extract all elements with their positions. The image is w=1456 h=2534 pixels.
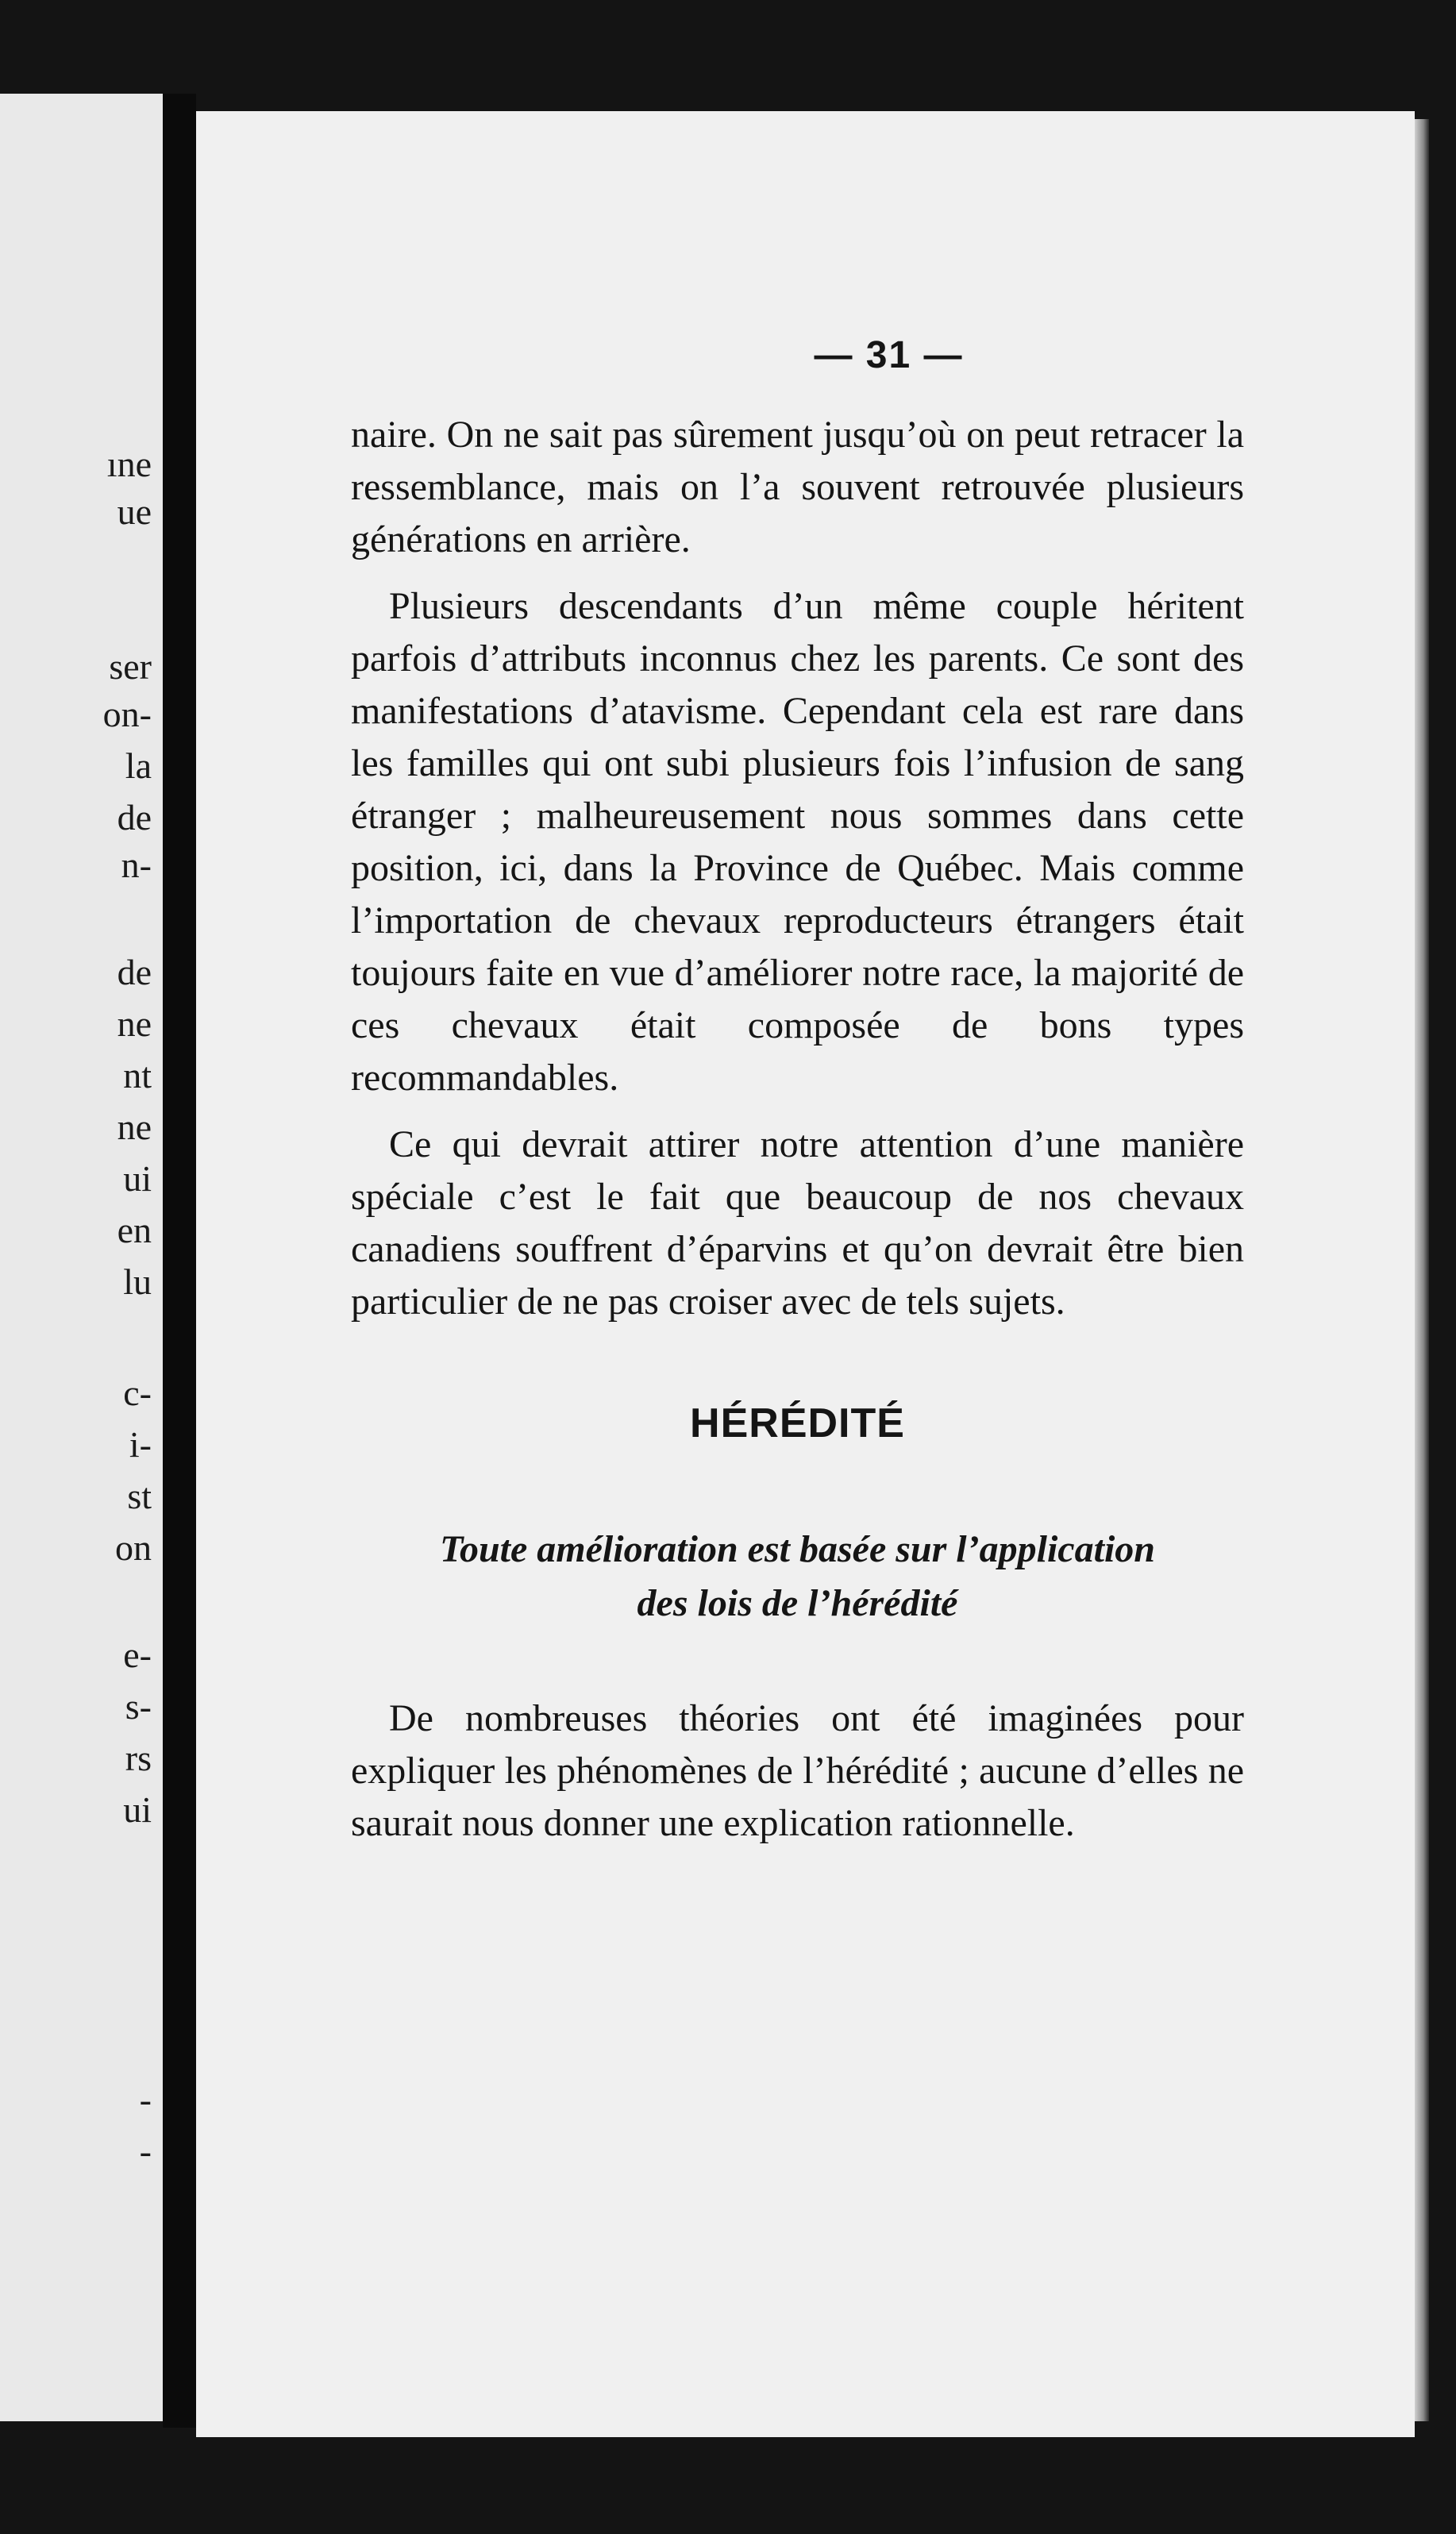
left-page-fragment: ıne — [106, 444, 152, 484]
right-page — [196, 111, 1415, 2437]
left-page-fragment: on — [115, 1527, 152, 1568]
left-page-fragment: st — [127, 1476, 152, 1516]
left-page-fragment: ui — [123, 1789, 152, 1830]
left-page-fragment: - — [139, 2079, 152, 2120]
left-page-fragment: - — [139, 2131, 152, 2171]
paragraph-theories: De nombreuses théories ont été imaginées pour expliquer les phénomènes de l’hérédité ; aucune d’elles ne saurait nous donner une explication rationnelle. — [351, 1697, 1244, 1844]
left-page-fragment: ser — [109, 646, 152, 687]
left-page — [0, 94, 163, 2421]
left-page-fragment: ui — [123, 1158, 152, 1199]
section-subtitle — [351, 1523, 1244, 1631]
left-page-fragment: en — [117, 1210, 152, 1250]
paragraph-eparvins: Ce qui devrait attirer notre attention d’une manière spéciale c’est le fait que beaucoup de nos chevaux canadiens souffrent d’éparvins et qu’on devrait être bien particulier de ne pas croiser avec de tels sujets. — [351, 1123, 1244, 1323]
book-spine — [163, 94, 196, 2428]
page-edge — [1415, 119, 1429, 2421]
left-page-fragment: n- — [121, 845, 152, 885]
left-page-fragment: s- — [125, 1686, 152, 1727]
subtitle-line: des lois de l’hérédité — [637, 1582, 958, 1624]
section-heading: HÉRÉDITÉ — [690, 1400, 905, 1446]
page-content — [351, 333, 1244, 1864]
page-number: — 31 — — [814, 334, 964, 376]
left-page-fragment: ne — [117, 1107, 152, 1147]
paragraph-atavism: Plusieurs descendants d’un même couple héritent parfois d’attributs inconnus chez les parents. Ce sont des manifestations d’atavisme. Cependant cela est rare dans les familles qui ont subi plusieurs fois l’infusion de sang étranger ; malheureusement nous sommes dans cette position, ici, dans la Province de Québec. Mais comme l’importation de chevaux reproducteurs étrangers était toujours faite en vue d’améliorer notre race, la majorité de ces chevaux était composée de bons types recommandables. — [351, 585, 1244, 1099]
left-page-fragment: de — [117, 952, 152, 992]
left-page-fragment: ne — [117, 1003, 152, 1044]
left-page-fragment: on- — [102, 694, 152, 734]
left-page-fragment: de — [117, 797, 152, 838]
left-page-fragment: ue — [117, 491, 152, 532]
left-page-fragment: i- — [129, 1424, 152, 1465]
left-page-fragment: e- — [123, 1635, 152, 1675]
left-page-fragment: rs — [125, 1738, 152, 1778]
subtitle-line: Toute amélioration est basée sur l’application — [440, 1528, 1155, 1570]
left-page-fragment: lu — [123, 1261, 152, 1302]
paragraph-continuation: naire. On ne sait pas sûrement jusqu’où on peut retracer la ressemblance, mais on l’a souvent retrouvée plusieurs générations en arrière. — [351, 414, 1244, 560]
left-page-fragment: nt — [123, 1055, 152, 1096]
left-page-fragment: la — [125, 745, 152, 786]
left-page-fragment: c- — [123, 1373, 152, 1413]
